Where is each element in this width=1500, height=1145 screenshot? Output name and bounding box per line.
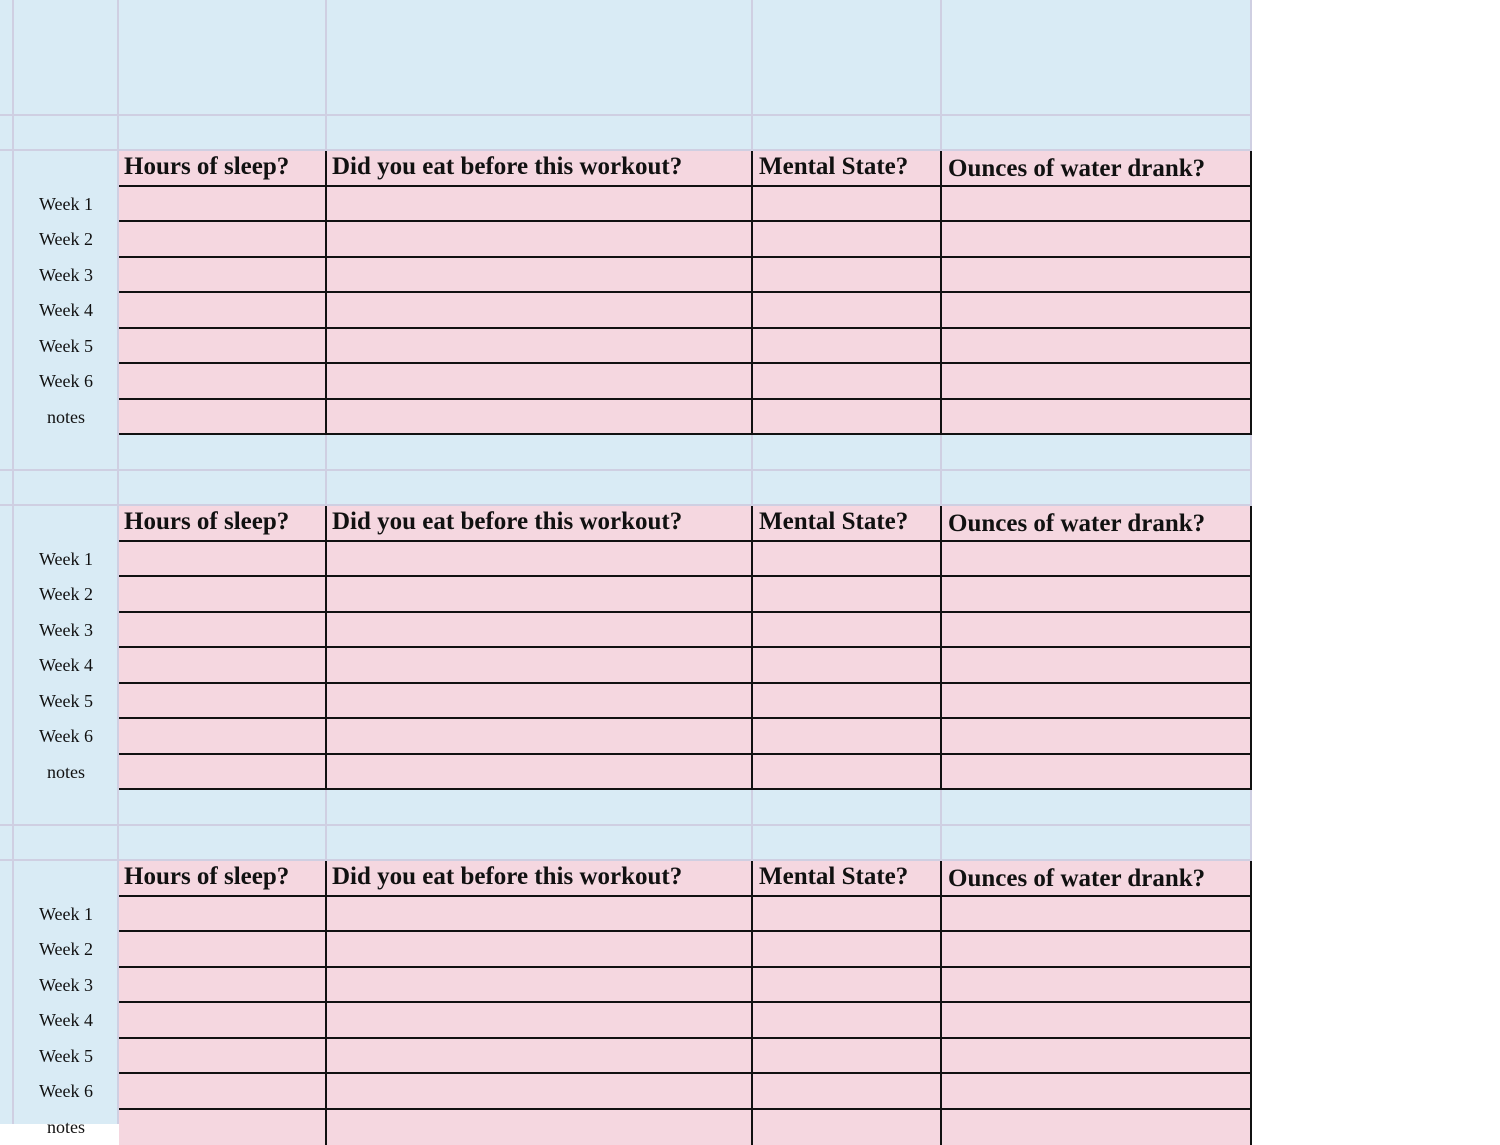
table-column-border bbox=[940, 506, 942, 790]
table-column-border bbox=[1250, 861, 1252, 1145]
table-row-border bbox=[119, 611, 1252, 613]
row-label[interactable]: Week 1 bbox=[38, 549, 94, 569]
column-header-ounces-of-water[interactable]: Ounces of water drank? bbox=[948, 155, 1206, 182]
column-header-hours-of-sleep[interactable]: Hours of sleep? bbox=[124, 153, 290, 180]
column-header-mental-state[interactable]: Mental State? bbox=[759, 153, 909, 180]
table-row-border bbox=[119, 575, 1252, 577]
table-column-border bbox=[325, 151, 327, 435]
table-row-border bbox=[119, 682, 1252, 684]
table-row-border bbox=[119, 433, 1252, 435]
table-column-border bbox=[325, 861, 327, 1145]
row-label[interactable]: Week 5 bbox=[38, 336, 94, 356]
row-label[interactable]: Week 3 bbox=[38, 620, 94, 640]
row-label-notes[interactable]: notes bbox=[47, 762, 85, 782]
row-label[interactable]: Week 6 bbox=[38, 1081, 94, 1101]
row-label[interactable]: Week 4 bbox=[38, 655, 94, 675]
column-header-ate-before-workout[interactable]: Did you eat before this workout? bbox=[332, 153, 683, 180]
table-row-border bbox=[119, 753, 1252, 755]
table-row-border bbox=[119, 788, 1252, 790]
table-column-border bbox=[751, 506, 753, 790]
table-column-border bbox=[751, 861, 753, 1145]
table-column-border bbox=[1250, 151, 1252, 435]
row-label[interactable]: Week 5 bbox=[38, 691, 94, 711]
table-column-border bbox=[940, 151, 942, 435]
row-label[interactable]: Week 6 bbox=[38, 726, 94, 746]
table-row-border bbox=[119, 930, 1252, 932]
table-column-border bbox=[940, 861, 942, 1145]
tracker-block bbox=[0, 861, 1252, 1145]
row-label-notes[interactable]: notes bbox=[47, 407, 85, 427]
column-header-mental-state[interactable]: Mental State? bbox=[759, 508, 909, 535]
table-row-border bbox=[119, 540, 1252, 542]
table-row-border bbox=[119, 362, 1252, 364]
table-column-border bbox=[751, 151, 753, 435]
column-header-ounces-of-water[interactable]: Ounces of water drank? bbox=[948, 865, 1206, 892]
table-row-border bbox=[119, 966, 1252, 968]
row-label[interactable]: Week 2 bbox=[38, 939, 94, 959]
row-label[interactable]: Week 3 bbox=[38, 265, 94, 285]
row-label[interactable]: Week 2 bbox=[38, 229, 94, 249]
table-row-border bbox=[119, 291, 1252, 293]
column-header-ate-before-workout[interactable]: Did you eat before this workout? bbox=[332, 508, 683, 535]
row-label[interactable]: Week 2 bbox=[38, 584, 94, 604]
grid-row-line bbox=[0, 114, 1252, 116]
table-row-border bbox=[119, 1108, 1252, 1110]
tracker-table bbox=[119, 151, 1252, 435]
row-label[interactable]: Week 1 bbox=[38, 194, 94, 214]
table-row-border bbox=[119, 646, 1252, 648]
column-header-ate-before-workout[interactable]: Did you eat before this workout? bbox=[332, 863, 683, 890]
tracker-table bbox=[119, 506, 1252, 790]
table-row-border bbox=[119, 398, 1252, 400]
row-label[interactable]: Week 5 bbox=[38, 1046, 94, 1066]
row-label[interactable]: Week 6 bbox=[38, 371, 94, 391]
table-row-border bbox=[119, 1037, 1252, 1039]
table-column-border bbox=[1250, 506, 1252, 790]
grid-row-line bbox=[0, 469, 1252, 471]
row-label[interactable]: Week 3 bbox=[38, 975, 94, 995]
row-label[interactable]: Week 4 bbox=[38, 1010, 94, 1030]
column-header-hours-of-sleep[interactable]: Hours of sleep? bbox=[124, 863, 290, 890]
row-label-notes[interactable]: notes bbox=[47, 1117, 85, 1137]
row-label[interactable]: Week 1 bbox=[38, 904, 94, 924]
table-row-border bbox=[119, 1072, 1252, 1074]
table-row-border bbox=[119, 327, 1252, 329]
tracker-table bbox=[119, 861, 1252, 1145]
column-header-mental-state[interactable]: Mental State? bbox=[759, 863, 909, 890]
column-header-ounces-of-water[interactable]: Ounces of water drank? bbox=[948, 510, 1206, 537]
table-row-border bbox=[119, 256, 1252, 258]
grid-row-line bbox=[0, 824, 1252, 826]
tracker-block bbox=[0, 506, 1252, 790]
tracker-block bbox=[0, 151, 1252, 435]
table-row-border bbox=[119, 717, 1252, 719]
table-row-border bbox=[119, 895, 1252, 897]
table-row-border bbox=[119, 1001, 1252, 1003]
table-row-border bbox=[119, 220, 1252, 222]
table-row-border bbox=[119, 185, 1252, 187]
table-column-border bbox=[325, 506, 327, 790]
row-label[interactable]: Week 4 bbox=[38, 300, 94, 320]
column-header-hours-of-sleep[interactable]: Hours of sleep? bbox=[124, 508, 290, 535]
